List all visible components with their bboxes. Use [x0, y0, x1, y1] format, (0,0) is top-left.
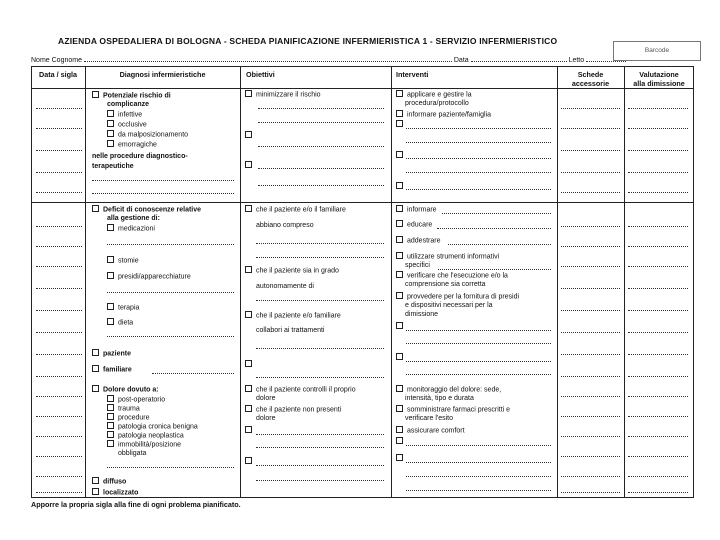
fill-line	[561, 108, 620, 109]
footer-note: Apporre la propria sigla alla fine di ogni problema pianificato.	[31, 500, 241, 509]
diag-knowledge-title-2: alla gestione di:	[107, 215, 160, 222]
checkbox[interactable]	[92, 91, 99, 98]
int-comfort: assicurare comfort	[396, 426, 465, 436]
fill-line	[561, 310, 620, 311]
fill-line	[561, 226, 620, 227]
int-provide-devices-3: dimissione	[405, 311, 439, 318]
fill-line	[628, 310, 688, 311]
fill-line	[36, 128, 82, 129]
fill-line	[561, 354, 620, 355]
col-evaluation: Valutazione alla dimissione	[633, 70, 685, 88]
fill-line	[561, 150, 620, 151]
obj-no-pain: che il paziente non presenti	[245, 405, 341, 415]
int-verify-2: comprensione sia corretta	[405, 281, 486, 288]
diag-pain-item-cont: obbligata	[118, 450, 147, 457]
int-train: addestrare	[396, 236, 440, 246]
int-monitor-pain-2: intensità, tipo e durata	[405, 395, 474, 402]
int-verify: verificare che l'esecuzione e/o la	[396, 271, 508, 281]
fill-line	[628, 332, 688, 333]
int-inform: informare	[396, 205, 437, 215]
diag-pain-item: post-operatorio	[107, 395, 165, 405]
diag-pain-item: procedure	[107, 413, 150, 423]
fill-line	[628, 226, 688, 227]
checkbox[interactable]	[245, 360, 252, 367]
fill-line	[561, 476, 620, 477]
fill-line	[36, 108, 82, 109]
fill-line	[36, 172, 82, 173]
fill-line	[36, 396, 82, 397]
checkbox[interactable]	[245, 161, 252, 168]
obj-control-pain: che il paziente controlli il proprio	[245, 385, 356, 395]
fill-line	[628, 150, 688, 151]
fill-line	[628, 246, 688, 247]
int-info-tools-2: specifici	[405, 262, 430, 269]
diag-knowledge-family: familiare	[92, 365, 132, 375]
checkbox[interactable]	[245, 457, 252, 464]
patient-name-row	[31, 57, 626, 64]
fill-line	[561, 456, 620, 457]
diag-risk-context: nelle procedure diagnostico-	[92, 153, 188, 160]
fill-line	[561, 376, 620, 377]
checkbox[interactable]	[396, 353, 403, 360]
diag-pain-item: patologia cronica benigna	[107, 422, 198, 432]
int-administer-drugs-2: verificare l'esito	[405, 415, 454, 422]
fill-line	[36, 150, 82, 151]
fill-line	[561, 128, 620, 129]
checkbox[interactable]	[396, 120, 403, 127]
obj-understood: che il paziente e/o il familiare	[245, 205, 346, 215]
obj-autonomous-2: autonomamente di	[256, 283, 314, 290]
obj-autonomous: che il paziente sia in grado	[245, 266, 339, 276]
fill-line	[561, 172, 620, 173]
bed-label: Letto	[568, 57, 585, 64]
int-provide-devices: provvedere per la fornitura di presidi	[396, 292, 519, 302]
fill-line	[628, 476, 688, 477]
fill-line	[628, 436, 688, 437]
obj-collaborate-2: collabori ai trattamenti	[256, 327, 325, 334]
col-date: Data / sigla	[39, 70, 77, 79]
fill-line	[628, 128, 688, 129]
int-administer-drugs: somministrare farmaci prescritti e	[396, 405, 510, 415]
document-title: AZIENDA OSPEDALIERA DI BOLOGNA - SCHEDA PIANIFICAZIONE INFERMIERISTICA 1 - SERVIZIO INFERMIERISTICO	[58, 36, 558, 46]
fill-line	[561, 332, 620, 333]
diag-pain-diffuse: diffuso	[92, 477, 126, 487]
fill-line	[36, 436, 82, 437]
fill-line	[628, 416, 688, 417]
obj-understood-2: abbiano compreso	[256, 222, 314, 229]
fill-line	[561, 246, 620, 247]
fill-line	[36, 416, 82, 417]
diag-knowledge-item: terapia	[107, 303, 139, 313]
fill-line	[36, 492, 82, 493]
fill-line	[36, 310, 82, 311]
fill-line	[561, 492, 620, 493]
fill-line	[561, 396, 620, 397]
int-apply-procedure-2: procedura/protocollo	[405, 100, 469, 107]
diag-risk-item: occlusive	[107, 120, 147, 130]
int-provide-devices-2: e dispositivi necessari per la	[405, 302, 493, 309]
fill-line	[36, 266, 82, 267]
int-inform-family: informare paziente/famiglia	[396, 110, 491, 120]
checkbox[interactable]	[396, 437, 403, 444]
fill-line	[36, 354, 82, 355]
col-interventions: Interventi	[396, 70, 429, 79]
fill-line	[36, 376, 82, 377]
fill-line	[628, 288, 688, 289]
fill-line	[628, 492, 688, 493]
fill-line	[628, 456, 688, 457]
fill-line	[628, 354, 688, 355]
diag-pain-item: trauma	[107, 404, 140, 414]
diag-risk-context-2: terapeutiche	[92, 163, 134, 170]
obj-no-pain-2: dolore	[256, 415, 276, 422]
obj-control-pain-2: dolore	[256, 395, 276, 402]
fill-line	[628, 396, 688, 397]
fill-line	[628, 376, 688, 377]
int-info-tools: utilizzare strumenti informativi	[396, 252, 499, 262]
date-label: Data	[453, 57, 469, 64]
int-educate: educare	[396, 220, 432, 230]
fill-line	[36, 226, 82, 227]
fill-line	[628, 108, 688, 109]
checkbox[interactable]	[396, 151, 403, 158]
diag-pain-localized: localizzato	[92, 488, 138, 498]
diag-knowledge-item: medicazioni	[107, 224, 155, 234]
checkbox[interactable]	[396, 322, 403, 329]
diag-risk-item: emorragiche	[107, 140, 157, 150]
diag-risk-title: Potenziale rischio di	[92, 91, 171, 101]
checkbox[interactable]	[396, 454, 403, 461]
checkbox[interactable]	[396, 182, 403, 189]
diag-knowledge-patient: paziente	[92, 349, 131, 359]
fill-line	[36, 476, 82, 477]
fill-line	[36, 288, 82, 289]
barcode-box: Barcode	[613, 41, 701, 61]
diag-pain-item: patologia neoplastica	[107, 431, 184, 441]
diag-knowledge-item: stomie	[107, 256, 139, 266]
diag-pain-item: immobilità/posizione	[107, 440, 181, 450]
diag-pain-title: Dolore dovuto a:	[92, 385, 159, 395]
int-monitor-pain: monitoraggio del dolore: sede,	[396, 385, 501, 395]
fill-line	[36, 192, 82, 193]
fill-line	[628, 192, 688, 193]
fill-line	[561, 288, 620, 289]
diag-knowledge-title: Deficit di conoscenze relative	[92, 205, 201, 215]
checkbox[interactable]	[245, 131, 252, 138]
fill-line	[561, 416, 620, 417]
fill-line	[561, 436, 620, 437]
obj-collaborate: che il paziente e/o familiare	[245, 311, 341, 321]
checkbox[interactable]	[245, 426, 252, 433]
col-diagnosis: Diagnosi infermieristiche	[119, 70, 206, 79]
fill-line	[628, 266, 688, 267]
col-sheets: Schede accessorie	[571, 70, 610, 88]
diag-risk-item: infettive	[107, 110, 142, 120]
fill-line	[36, 246, 82, 247]
fill-line	[561, 266, 620, 267]
diag-knowledge-item: presidi/apparecchiature	[107, 272, 191, 282]
fill-line	[561, 192, 620, 193]
fill-line	[628, 172, 688, 173]
obj-minimize-risk: minimizzare il rischio	[245, 90, 321, 100]
col-objectives: Obiettivi	[246, 70, 275, 79]
fill-line	[36, 456, 82, 457]
diag-risk-item: da malposizionamento	[107, 130, 188, 140]
fill-line	[36, 332, 82, 333]
name-label: Nome Cognome	[31, 57, 82, 64]
diag-knowledge-item: dieta	[107, 318, 133, 328]
diag-risk-title-2: complicanze	[107, 101, 150, 108]
int-apply-procedure: applicare e gestire la	[396, 90, 472, 100]
